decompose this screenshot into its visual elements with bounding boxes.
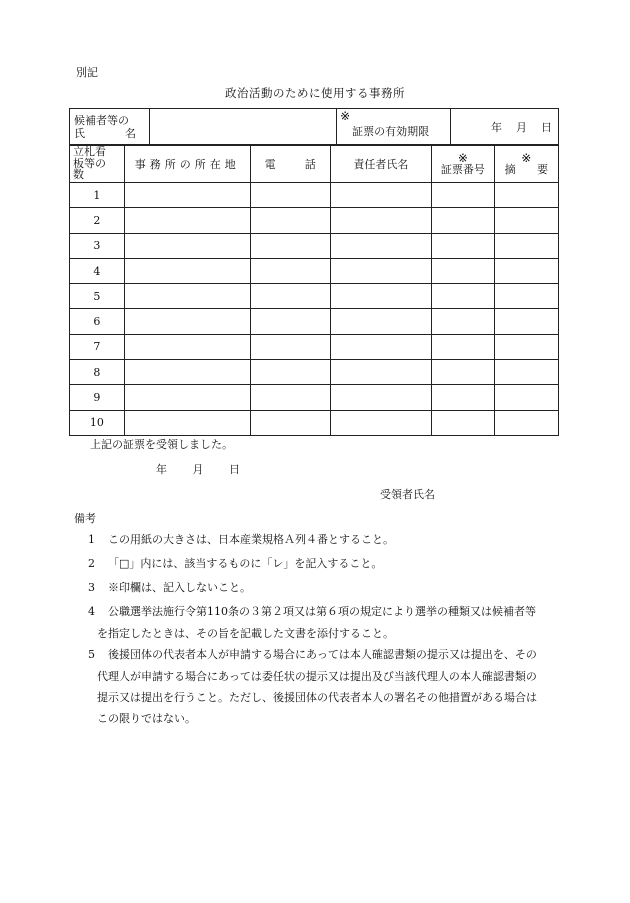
cert-cell (432, 334, 495, 359)
row-number: 10 (70, 410, 125, 435)
remark-number: 3 (88, 581, 95, 594)
validity-year: 年 (491, 121, 502, 134)
row-number: 7 (70, 334, 125, 359)
person-cell[interactable] (330, 208, 431, 233)
remark-item (88, 601, 536, 622)
summary-cell (494, 233, 558, 258)
recipient-name-label: 受領者氏名 (380, 488, 435, 501)
table-row (70, 385, 559, 410)
remark-continuation: 提示又は提出を行うこと。ただし、後援団体の代表者本人の署名その他措置がある場合は (97, 691, 537, 704)
validity-label-cell (337, 109, 450, 146)
remark-text: 「□」内には、該当するものに「レ」を記入すること。 (108, 557, 383, 570)
candidate-label-line1: 候補者等の (74, 114, 129, 127)
table-row (70, 410, 559, 435)
col-person-label: 責任者氏名 (353, 157, 409, 171)
remark-text: 後援団体の代表者本人が申請する場合にあっては本人確認書類の提示又は提出を、その (108, 648, 537, 661)
remark-item (88, 529, 394, 550)
received-month: 月 (192, 463, 204, 476)
col-phone (250, 145, 330, 183)
phone-cell[interactable] (250, 385, 330, 410)
cert-cell (432, 258, 495, 283)
remark-continuation: 代理人が申請する場合にあっては委任状の提示又は提出及び当該代理人の本人確認書類の (97, 670, 537, 683)
address-cell[interactable] (124, 284, 250, 309)
col-address (124, 145, 250, 183)
col-sign-count (70, 145, 125, 183)
office-table-header (70, 145, 559, 183)
row-number: 6 (70, 309, 125, 334)
remark-item (88, 577, 251, 598)
address-cell[interactable] (124, 233, 250, 258)
received-year: 年 (156, 463, 167, 476)
address-cell[interactable] (124, 360, 250, 385)
cert-cell (432, 309, 495, 334)
address-cell[interactable] (124, 258, 250, 283)
remark-text: ※印欄は、記入しないこと。 (108, 581, 251, 594)
cert-cell (432, 385, 495, 410)
table-row (70, 360, 559, 385)
remark-number: 2 (88, 557, 95, 570)
candidate-label-shi: 氏 (74, 127, 85, 140)
phone-cell[interactable] (250, 258, 330, 283)
phone-cell[interactable] (250, 309, 330, 334)
col-cert-label: 証票番号 (440, 162, 485, 176)
remark-text: 公職選挙法施行令第110条の３第２項又は第６項の規定により選挙の種類又は候補者等 (108, 605, 536, 618)
person-cell[interactable] (330, 385, 431, 410)
table-row (70, 233, 559, 258)
person-cell[interactable] (330, 183, 431, 208)
summary-cell (494, 284, 558, 309)
validity-month: 月 (516, 121, 527, 134)
cert-cell (432, 284, 495, 309)
row-number: 2 (70, 208, 125, 233)
col-phone-b: 話 (304, 157, 316, 171)
col-summary (494, 145, 558, 183)
address-cell[interactable] (124, 208, 250, 233)
person-cell[interactable] (330, 410, 431, 435)
phone-cell[interactable] (250, 360, 330, 385)
table-row (70, 183, 559, 208)
summary-cell (494, 410, 558, 435)
phone-cell[interactable] (250, 233, 330, 258)
received-statement: 上記の証票を受領しました。 (90, 438, 233, 451)
candidate-header-table (69, 108, 559, 146)
summary-cell (494, 360, 558, 385)
summary-cell (494, 183, 558, 208)
table-row (70, 208, 559, 233)
remark-text: この用紙の大きさは、日本産業規格Ａ列４番とすること。 (108, 533, 394, 546)
person-cell[interactable] (330, 233, 431, 258)
cert-cell (432, 183, 495, 208)
address-cell[interactable] (124, 183, 250, 208)
person-cell[interactable] (330, 284, 431, 309)
phone-cell[interactable] (250, 284, 330, 309)
annex-label: 別記 (76, 66, 98, 79)
table-row (70, 258, 559, 283)
col-person (330, 145, 431, 183)
validity-day: 日 (541, 121, 552, 134)
remark-item (88, 553, 382, 574)
cert-cell (432, 208, 495, 233)
validity-date-field (450, 109, 558, 146)
address-cell[interactable] (124, 334, 250, 359)
address-cell[interactable] (124, 385, 250, 410)
received-date (156, 461, 262, 477)
summary-cell (494, 309, 558, 334)
row-number: 9 (70, 385, 125, 410)
person-cell[interactable] (330, 360, 431, 385)
summary-cell (494, 385, 558, 410)
person-cell[interactable] (330, 258, 431, 283)
phone-cell[interactable] (250, 208, 330, 233)
candidate-name-label (70, 109, 150, 146)
phone-cell[interactable] (250, 334, 330, 359)
cert-cell (432, 233, 495, 258)
office-table (69, 144, 559, 436)
row-number: 3 (70, 233, 125, 258)
summary-cell (494, 208, 558, 233)
col-summary-a: 摘 (504, 162, 516, 176)
summary-cell (494, 258, 558, 283)
table-row (70, 284, 559, 309)
remark-item (88, 644, 537, 665)
remarks-heading: 備考 (74, 512, 96, 525)
remark-continuation: この限りではない。 (97, 712, 196, 725)
person-cell[interactable] (330, 309, 431, 334)
col-phone-a: 電 (264, 157, 276, 171)
address-cell[interactable] (124, 410, 250, 435)
summary-cell (494, 334, 558, 359)
col-address-label: 事務所の所在地 (134, 157, 240, 171)
row-number: 4 (70, 258, 125, 283)
table-row (70, 334, 559, 359)
address-cell[interactable] (124, 309, 250, 334)
candidate-label-mei: 名 (125, 127, 136, 140)
col-sign-count-line1: 立札看 (73, 145, 106, 159)
remark-continuation: を指定したときは、その旨を記載した文書を添付すること。 (97, 627, 394, 640)
remark-number: 1 (88, 533, 95, 546)
phone-cell[interactable] (250, 183, 330, 208)
col-sign-count-line2: 板等の (73, 156, 106, 170)
received-day: 日 (229, 463, 240, 476)
candidate-name-field[interactable] (149, 109, 336, 146)
remark-number: 5 (88, 648, 95, 661)
validity-label: 証票の有効期限 (352, 125, 430, 138)
col-cert-number (432, 145, 495, 183)
person-cell[interactable] (330, 334, 431, 359)
cert-cell (432, 410, 495, 435)
remark-number: 4 (88, 605, 95, 618)
cert-mark: ※ (457, 150, 468, 165)
office-use-mark: ※ (340, 109, 351, 123)
document-title: 政治活動のために使用する事務所 (225, 86, 405, 100)
col-sign-count-line3: 数 (73, 168, 84, 182)
row-number: 8 (70, 360, 125, 385)
summary-mark: ※ (521, 150, 532, 165)
table-row (70, 309, 559, 334)
row-number: 1 (70, 183, 125, 208)
col-summary-b: 要 (537, 162, 548, 176)
cert-cell (432, 360, 495, 385)
phone-cell[interactable] (250, 410, 330, 435)
row-number: 5 (70, 284, 125, 309)
